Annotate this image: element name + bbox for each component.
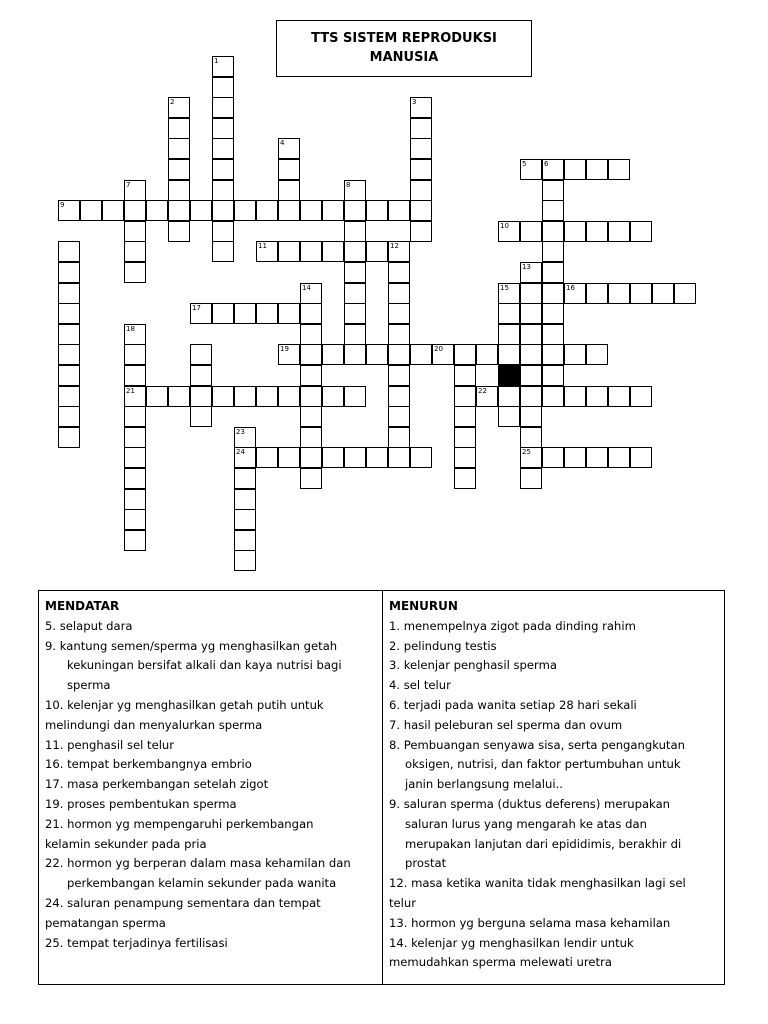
grid-cell[interactable] — [410, 118, 432, 139]
grid-cell[interactable] — [344, 303, 366, 324]
grid-cell[interactable] — [454, 447, 476, 468]
grid-cell[interactable] — [168, 138, 190, 159]
grid-cell[interactable] — [344, 324, 366, 345]
grid-cell[interactable] — [344, 241, 366, 262]
grid-cell[interactable] — [586, 386, 608, 407]
grid-cell[interactable] — [322, 200, 344, 221]
grid-cell[interactable] — [410, 447, 432, 468]
grid-cell[interactable] — [542, 365, 564, 386]
grid-cell[interactable] — [520, 344, 542, 365]
grid-cell[interactable] — [410, 159, 432, 180]
grid-cell[interactable] — [498, 303, 520, 324]
grid-cell[interactable] — [344, 180, 366, 201]
mendatar-line: 25. tempat terjadinya fertilisasi — [45, 935, 228, 950]
clue-number: 23 — [236, 427, 245, 436]
grid-cell[interactable] — [278, 447, 300, 468]
grid-cell[interactable] — [168, 118, 190, 139]
mendatar-line: 24. saluran penampung sementara dan tempat — [45, 895, 321, 910]
menurun-line: merupakan lanjutan dari epididimis, berakhir di — [405, 836, 682, 851]
grid-cell[interactable] — [124, 324, 146, 345]
grid-cell[interactable] — [520, 468, 542, 489]
grid-cell[interactable] — [388, 303, 410, 324]
grid-cell[interactable] — [124, 344, 146, 365]
grid-cell[interactable] — [586, 283, 608, 304]
grid-cell[interactable] — [498, 283, 520, 304]
grid-cell[interactable] — [278, 180, 300, 201]
grid-cell[interactable] — [542, 221, 564, 242]
grid-cell[interactable] — [454, 365, 476, 386]
mendatar-line: 11. penghasil sel telur — [45, 737, 175, 752]
clue-number: 19 — [280, 345, 289, 354]
grid-cell[interactable] — [256, 241, 278, 262]
clue-number: 3 — [412, 98, 417, 107]
title-line-1: TTS SISTEM REPRODUKSI — [311, 31, 497, 46]
grid-cell[interactable] — [520, 447, 542, 468]
grid-cell[interactable] — [58, 427, 80, 448]
clue-number: 11 — [258, 242, 267, 251]
grid-cell[interactable] — [344, 386, 366, 407]
grid-cell[interactable] — [454, 468, 476, 489]
grid-cell[interactable] — [498, 324, 520, 345]
grid-cell[interactable] — [278, 138, 300, 159]
grid-cell[interactable] — [58, 406, 80, 427]
grid-cell[interactable] — [190, 344, 212, 365]
grid-cell[interactable] — [542, 324, 564, 345]
grid-cell[interactable] — [520, 386, 542, 407]
mendatar-line: kelamin sekunder pada pria — [45, 836, 207, 851]
grid-cell[interactable] — [124, 406, 146, 427]
grid-cell[interactable] — [300, 200, 322, 221]
clue-number: 10 — [500, 221, 509, 230]
grid-cell[interactable] — [58, 303, 80, 324]
grid-cell[interactable] — [542, 262, 564, 283]
grid-cell[interactable] — [212, 303, 234, 324]
grid-cell[interactable] — [278, 159, 300, 180]
grid-cell[interactable] — [300, 447, 322, 468]
grid-cell[interactable] — [586, 221, 608, 242]
grid-cell[interactable] — [630, 221, 652, 242]
mendatar-line: 16. tempat berkembangnya embrio — [45, 757, 252, 772]
mendatar-line: 10. kelenjar yg menghasilkan getah putih untuk — [45, 697, 324, 712]
grid-cell[interactable] — [542, 283, 564, 304]
grid-cell[interactable] — [146, 200, 168, 221]
grid-cell[interactable] — [542, 386, 564, 407]
clue-number: 1 — [214, 57, 219, 65]
grid-cell[interactable] — [168, 200, 190, 221]
grid-cell[interactable] — [608, 447, 630, 468]
grid-cell[interactable] — [344, 447, 366, 468]
grid-cell[interactable] — [388, 406, 410, 427]
grid-cell[interactable] — [58, 324, 80, 345]
mendatar-line: perkembangan kelamin sekunder pada wanita — [67, 876, 337, 891]
mendatar-line: melindungi dan menyalurkan sperma — [45, 717, 263, 732]
grid-cell[interactable] — [388, 324, 410, 345]
grid-cell[interactable] — [234, 303, 256, 324]
grid-cell[interactable] — [366, 200, 388, 221]
grid-cell[interactable] — [102, 200, 124, 221]
mendatar-line: 22. hormon yg berperan dalam masa kehamilan dan — [45, 856, 351, 871]
mendatar-line: 21. hormon yg mempengaruhi perkembangan — [45, 816, 314, 831]
grid-cell[interactable] — [586, 344, 608, 365]
grid-cell[interactable] — [80, 200, 102, 221]
clue-number: 25 — [522, 448, 531, 457]
grid-cell[interactable] — [212, 138, 234, 159]
grid-cell[interactable] — [212, 56, 234, 77]
title-line-2: MANUSIA — [369, 50, 439, 65]
grid-cell[interactable] — [388, 200, 410, 221]
grid-cell[interactable] — [124, 365, 146, 386]
grid-cell[interactable] — [278, 303, 300, 324]
clue-number: 20 — [434, 345, 443, 354]
grid-cell[interactable] — [124, 241, 146, 262]
grid-cell[interactable] — [476, 386, 498, 407]
grid-cell[interactable] — [168, 159, 190, 180]
grid-cell[interactable] — [300, 344, 322, 365]
grid-cell[interactable] — [564, 159, 586, 180]
mendatar-line: sperma — [67, 678, 111, 693]
grid-cell[interactable] — [454, 386, 476, 407]
grid-cell[interactable] — [58, 262, 80, 283]
grid-cell[interactable] — [520, 303, 542, 324]
menurun-line: 2. pelindung testis — [389, 638, 497, 653]
grid-cell[interactable] — [542, 180, 564, 201]
grid-cell[interactable] — [234, 509, 256, 530]
grid-cell[interactable] — [124, 489, 146, 510]
grid-cell[interactable] — [366, 344, 388, 365]
grid-cell[interactable] — [234, 468, 256, 489]
grid-cell[interactable] — [124, 447, 146, 468]
grid-cell[interactable] — [322, 344, 344, 365]
grid-cell[interactable] — [410, 344, 432, 365]
grid-cell[interactable] — [564, 283, 586, 304]
grid-cell[interactable] — [168, 97, 190, 118]
clue-number: 13 — [522, 263, 531, 271]
grid-cell[interactable] — [300, 427, 322, 448]
clue-number: 4 — [280, 139, 285, 148]
grid-cell[interactable] — [124, 509, 146, 530]
grid-cell[interactable] — [234, 200, 256, 221]
grid-cell[interactable] — [564, 344, 586, 365]
grid-cell[interactable] — [542, 159, 564, 180]
grid-cell[interactable] — [366, 447, 388, 468]
grid-cell[interactable] — [278, 344, 300, 365]
menurun-line: 13. hormon yg berguna selama masa kehamilan — [389, 915, 671, 930]
mendatar-line: 17. masa perkembangan setelah zigot — [45, 777, 269, 792]
grid-cell[interactable] — [300, 303, 322, 324]
grid-cell[interactable] — [608, 221, 630, 242]
grid-cell[interactable] — [652, 283, 674, 304]
grid-cell[interactable] — [608, 159, 630, 180]
grid-cell[interactable] — [212, 386, 234, 407]
grid-cell[interactable] — [190, 406, 212, 427]
menurun-line: 12. masa ketika wanita tidak menghasilkan lagi sel — [389, 876, 686, 891]
grid-cell[interactable] — [322, 241, 344, 262]
menurun-line: 9. saluran sperma (duktus deferens) merupakan — [389, 796, 671, 811]
grid-cell[interactable] — [630, 283, 652, 304]
clue-number: 7 — [126, 180, 131, 189]
grid-cell[interactable] — [212, 77, 234, 98]
grid-cell[interactable] — [234, 489, 256, 510]
grid-cell[interactable] — [212, 159, 234, 180]
mendatar-line: 19. proses pembentukan sperma — [45, 796, 237, 811]
grid-cell[interactable] — [124, 180, 146, 201]
grid-cell[interactable] — [212, 97, 234, 118]
grid-cell[interactable] — [388, 241, 410, 262]
grid-cell[interactable] — [256, 303, 278, 324]
menurun-line: janin berlangsung melalui.. — [405, 777, 563, 792]
grid-cell[interactable] — [366, 241, 388, 262]
clue-number: 16 — [566, 283, 575, 292]
grid-cell[interactable] — [344, 262, 366, 283]
grid-cell[interactable] — [542, 447, 564, 468]
menurun-line: 14. kelenjar yg menghasilkan lendir untuk — [389, 935, 634, 950]
grid-cell[interactable] — [58, 344, 80, 365]
grid-cell[interactable] — [300, 468, 322, 489]
mendatar-line: kekuningan bersifat alkali dan kaya nutrisi bagi — [67, 658, 342, 673]
grid-cell[interactable] — [608, 283, 630, 304]
grid-cell[interactable] — [322, 447, 344, 468]
grid-cell[interactable] — [542, 303, 564, 324]
grid-cell[interactable] — [498, 406, 520, 427]
grid-cell[interactable] — [124, 386, 146, 407]
grid-cell[interactable] — [520, 221, 542, 242]
grid-cell[interactable] — [410, 97, 432, 118]
clue-number: 2 — [170, 98, 175, 107]
grid-cell[interactable] — [58, 200, 80, 221]
grid-cell[interactable] — [212, 118, 234, 139]
grid-cell[interactable] — [388, 365, 410, 386]
clue-number: 18 — [126, 324, 135, 333]
grid-cell[interactable] — [234, 530, 256, 551]
grid-cell[interactable] — [520, 427, 542, 448]
grid-cell[interactable] — [410, 180, 432, 201]
grid-cell[interactable] — [212, 221, 234, 242]
grid-cell[interactable] — [58, 365, 80, 386]
menurun-line: memudahkan sperma melewati uretra — [389, 955, 612, 970]
menurun-line: telur — [389, 895, 417, 910]
grid-cell[interactable] — [520, 262, 542, 283]
grid-cell[interactable] — [58, 283, 80, 304]
grid-cell[interactable] — [212, 180, 234, 201]
grid-cell[interactable] — [212, 200, 234, 221]
menurun-line: 3. kelenjar penghasil sperma — [389, 658, 557, 673]
grid-cell[interactable] — [454, 344, 476, 365]
grid-cell[interactable] — [300, 365, 322, 386]
grid-cell[interactable] — [278, 386, 300, 407]
menurun-line: 1. menempelnya zigot pada dinding rahim — [389, 618, 636, 633]
menurun-column — [383, 591, 724, 984]
grid-cell[interactable] — [234, 427, 256, 448]
clue-number: 24 — [236, 448, 245, 457]
grid-cell[interactable] — [586, 447, 608, 468]
grid-cell[interactable] — [344, 221, 366, 242]
grid-cell[interactable] — [388, 262, 410, 283]
grid-cell[interactable] — [256, 447, 278, 468]
clue-number: 5 — [522, 160, 527, 168]
clue-number: 15 — [500, 283, 509, 292]
grid-cell[interactable] — [410, 200, 432, 221]
grid-cell[interactable] — [58, 241, 80, 262]
grid-cell[interactable] — [168, 386, 190, 407]
grid-cell[interactable] — [410, 221, 432, 242]
grid-cell[interactable] — [564, 447, 586, 468]
grid-cell[interactable] — [520, 159, 542, 180]
grid-cell[interactable] — [278, 200, 300, 221]
grid-cell[interactable] — [190, 200, 212, 221]
grid-cell[interactable] — [498, 344, 520, 365]
grid-cell[interactable] — [300, 386, 322, 407]
grid-cell[interactable] — [322, 386, 344, 407]
grid-cell[interactable] — [608, 386, 630, 407]
grid-cell[interactable] — [234, 386, 256, 407]
grid-cell[interactable] — [256, 200, 278, 221]
mendatar-header: MENDATAR — [45, 599, 120, 613]
grid-cell[interactable] — [498, 386, 520, 407]
grid-cell[interactable] — [454, 406, 476, 427]
grid-cell[interactable] — [124, 427, 146, 448]
clue-number: 6 — [544, 160, 549, 168]
grid-cell[interactable] — [300, 283, 322, 304]
grid-cell[interactable] — [300, 406, 322, 427]
grid-cell[interactable] — [630, 447, 652, 468]
mendatar-column — [39, 591, 383, 984]
grid-cell[interactable] — [146, 386, 168, 407]
clue-number: 21 — [126, 386, 135, 395]
mendatar-line: 9. kantung semen/sperma yg menghasilkan getah — [45, 638, 338, 653]
grid-cell[interactable] — [454, 427, 476, 448]
grid-cell[interactable] — [674, 283, 696, 304]
grid-cell[interactable] — [542, 344, 564, 365]
grid-cell[interactable] — [388, 447, 410, 468]
grid-cell[interactable] — [256, 386, 278, 407]
grid-cell[interactable] — [388, 386, 410, 407]
menurun-line: 8. Pembuangan senyawa sisa, serta pengangkutan — [389, 737, 685, 752]
grid-cell[interactable] — [168, 180, 190, 201]
clue-number: 9 — [60, 201, 65, 210]
grid-cell[interactable] — [190, 386, 212, 407]
grid-cell[interactable] — [410, 138, 432, 159]
menurun-header: MENURUN — [389, 599, 458, 613]
grid-cell[interactable] — [190, 303, 212, 324]
grid-cell[interactable] — [300, 241, 322, 262]
mendatar-line: pematangan sperma — [45, 915, 166, 930]
grid-cell[interactable] — [124, 530, 146, 551]
grid-cell[interactable] — [520, 365, 542, 386]
grid-cell[interactable] — [542, 200, 564, 221]
clue-number: 8 — [346, 180, 351, 189]
grid-cell[interactable] — [124, 221, 146, 242]
grid-cell[interactable] — [388, 344, 410, 365]
menurun-line: 6. terjadi pada wanita setiap 28 hari sekali — [389, 697, 637, 712]
grid-cell[interactable] — [124, 262, 146, 283]
clue-number: 17 — [192, 304, 201, 313]
grid-cell[interactable] — [432, 344, 454, 365]
grid-cell[interactable] — [520, 324, 542, 345]
menurun-line: saluran lurus yang mengarah ke atas dan — [405, 816, 647, 831]
grid-cell[interactable] — [212, 241, 234, 262]
grid-cell[interactable] — [190, 365, 212, 386]
grid-cell[interactable] — [476, 344, 498, 365]
grid-cell[interactable] — [388, 283, 410, 304]
grid-cell[interactable] — [388, 427, 410, 448]
grid-cell[interactable] — [520, 406, 542, 427]
grid-cell[interactable] — [344, 283, 366, 304]
grid-cell[interactable] — [124, 468, 146, 489]
menurun-line: prostat — [405, 856, 447, 871]
grid-cell[interactable] — [234, 550, 256, 571]
grid-cell[interactable] — [168, 221, 190, 242]
grid-cell[interactable] — [586, 159, 608, 180]
grid-cell[interactable] — [498, 221, 520, 242]
menurun-line: 7. hasil peleburan sel sperma dan ovum — [389, 717, 623, 732]
grid-cell[interactable] — [58, 386, 80, 407]
clue-number: 14 — [302, 283, 311, 292]
clue-number: 12 — [390, 242, 399, 251]
grid-cell[interactable] — [278, 241, 300, 262]
black-cell — [498, 365, 520, 386]
grid-cell[interactable] — [520, 283, 542, 304]
grid-cell[interactable] — [564, 386, 586, 407]
grid-cell[interactable] — [542, 241, 564, 262]
mendatar-line: 5. selaput dara — [45, 618, 133, 633]
grid-cell[interactable] — [124, 200, 146, 221]
clue-table — [38, 590, 725, 985]
clue-number: 22 — [478, 386, 487, 395]
grid-cell[interactable] — [234, 447, 256, 468]
grid-cell[interactable] — [630, 386, 652, 407]
grid-cell[interactable] — [564, 221, 586, 242]
grid-cell[interactable] — [344, 200, 366, 221]
menurun-line: oksigen, nutrisi, dan faktor pertumbuhan untuk — [405, 757, 681, 772]
grid-cell[interactable] — [300, 324, 322, 345]
grid-cell[interactable] — [344, 344, 366, 365]
menurun-line: 4. sel telur — [389, 678, 451, 693]
